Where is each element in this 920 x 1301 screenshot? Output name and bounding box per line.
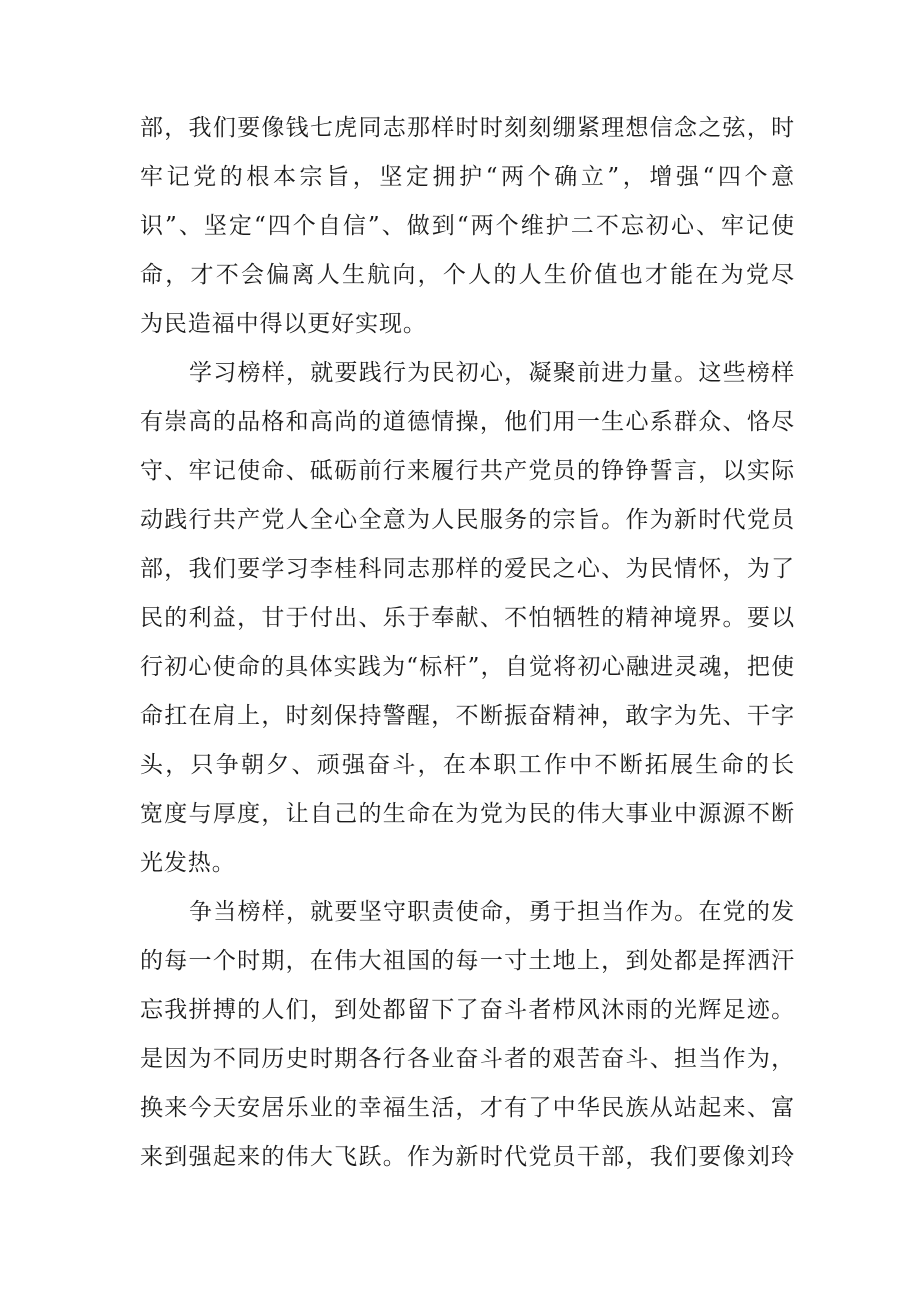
text-line: 学习榜样，就要践行为民初心，凝聚前进力量。这些榜样 (189, 360, 795, 386)
text-line: 行初心使命的具体实践为“标杆”，自觉将初心融进灵魂，把使 (140, 654, 795, 680)
text-line: 部，我们要像钱七虎同志那样时时刻刻绷紧理想信念之弦，时 (140, 115, 795, 141)
text-line: 忘我拼搏的人们，到处都留下了奋斗者栉风沐雨的光辉足迹。 (140, 997, 795, 1023)
text-line: 有崇高的品格和高尚的道德情操，他们用一生心系群众、恪尽 (140, 409, 795, 435)
text-line: 来到强起来的伟大飞跃。作为新时代党员干部，我们要像刘玲 (140, 1144, 795, 1170)
text-line: 命，才不会偏离人生航向，个人的人生价值也才能在为党尽 (140, 262, 795, 288)
text-line: 争当榜样，就要坚守职责使命，勇于担当作为。在党的发 (189, 899, 795, 925)
text-line: 识”、坚定“四个自信”、做到“两个维护二不忘初心、牢记使 (140, 213, 795, 239)
text-line: 是因为不同历史时期各行各业奋斗者的艰苦奋斗、担当作为， (140, 1046, 795, 1072)
text-line: 动践行共产党人全心全意为人民服务的宗旨。作为新时代党员 (140, 507, 795, 533)
text-line: 守、牢记使命、砥砺前行来履行共产党员的铮铮誓言，以实际 (140, 458, 795, 484)
text-line: 的每一个时期，在伟大祖国的每一寸土地上，到处都是挥洒汗 (140, 948, 795, 974)
text-line: 为民造福中得以更好实现。 (140, 311, 427, 337)
text-line: 光发热。 (140, 850, 236, 876)
text-line: 宽度与厚度，让自己的生命在为党为民的伟大事业中源源不断 (140, 801, 795, 827)
text-line: 换来今天安居乐业的幸福生活，才有了中华民族从站起来、富 (140, 1095, 795, 1121)
text-line: 命扛在肩上，时刻保持警醒，不断振奋精神，敢字为先、干字 (140, 703, 795, 729)
text-line: 民的利益，甘于付出、乐于奉献、不怕牺牲的精神境界。要以 (140, 605, 795, 631)
text-line: 部，我们要学习李桂科同志那样的爱民之心、为民情怀，为了 (140, 556, 795, 582)
text-line: 牢记党的根本宗旨，坚定拥护“两个确立”，增强“四个意 (140, 164, 795, 190)
document-body (140, 104, 795, 1182)
text-line: 头，只争朝夕、顽强奋斗，在本职工作中不断拓展生命的长 (140, 752, 795, 778)
